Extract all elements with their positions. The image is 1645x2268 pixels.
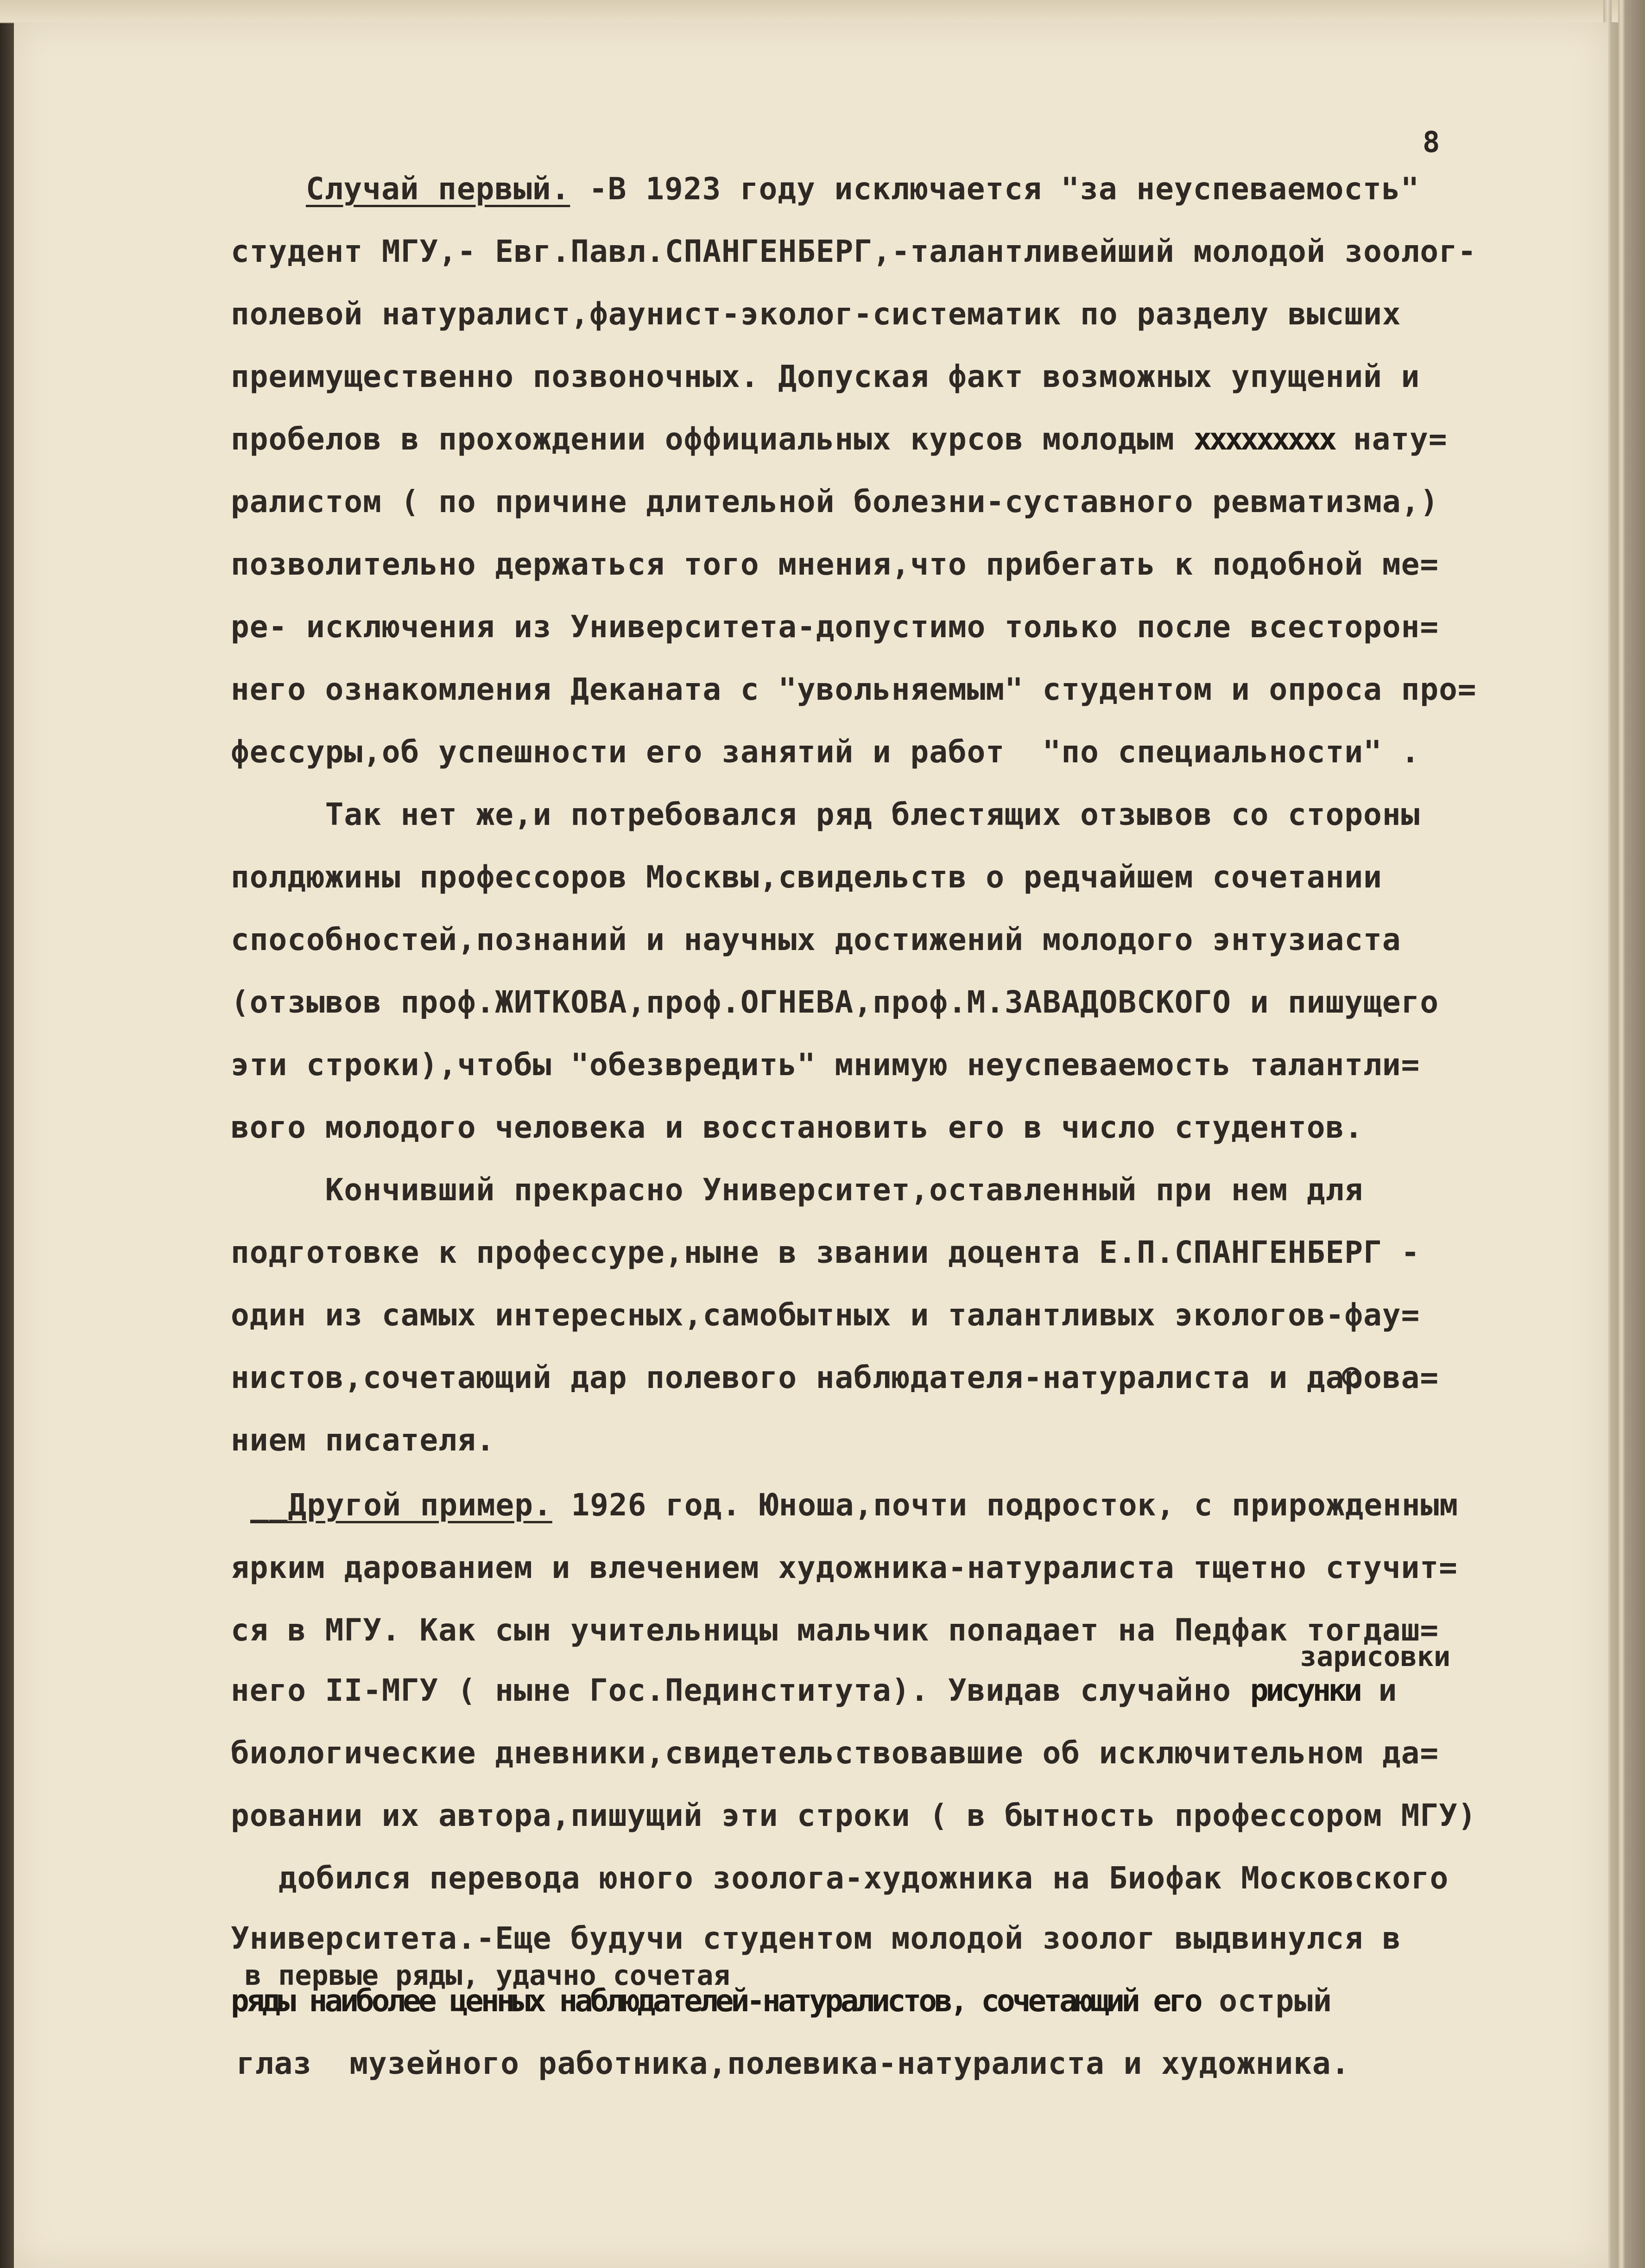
line-text: эти строки),чтобы "обезвредить" мнимую неуспеваемость талантли= (231, 1047, 1420, 1083)
typed-line (231, 236, 1477, 267)
typed-line (231, 484, 1439, 519)
typed-line (231, 859, 1382, 895)
line-text: него II-МГУ ( ныне Гос.Пединститута). Увидав случайно (231, 1672, 1250, 1708)
line-text: нием писателя. (231, 1422, 495, 1458)
typed-line (231, 1047, 1420, 1083)
line-text: него ознакомления Деканата с "увольняемым" студентом и опроса про= (231, 672, 1477, 707)
line-text: полдюжины профессоров Москвы,свидельств о редчайшем сочетании (231, 859, 1382, 895)
line-text: фессуры,об успешности его занятий и работ "по специальности" . (231, 734, 1420, 770)
typed-line (231, 1552, 1458, 1583)
typed-line (231, 1422, 495, 1458)
line-text: пробелов в прохождении оффициальных курсов молодым (231, 421, 1194, 457)
typed-line (231, 1735, 1439, 1771)
typed-line (231, 922, 1401, 957)
typed-line (231, 799, 1420, 830)
line-text: 1926 год. Юноша,почти подросток, с прирожденным (552, 1487, 1459, 1523)
line-text: полевой натуралист,фаунист-эколог-систематик по разделу высших (231, 296, 1401, 332)
struck-out-text: рисунки (1250, 1672, 1360, 1708)
typed-line (231, 674, 1477, 705)
typed-line (231, 1237, 1420, 1268)
line-text: подготовке к профессуре,ныне в звании доцента Е.П.СПАНГЕНБЕРГ - (231, 1235, 1420, 1270)
line-text: ся в МГУ. Как сын учительницы мальчик попадает на Педфак тогдаш= (231, 1612, 1439, 1648)
line-text: преимущественно позвоночных. Допуская факт возможных упущений и (231, 359, 1420, 394)
line-text: глаз музейного работника,полевика-натуралиста и художника. (236, 2046, 1350, 2081)
line-text: ровании их автора,пишущий эти строки ( в бытность профессором МГУ) (231, 1798, 1477, 1833)
typed-line (231, 1920, 1401, 1956)
line-text: Университета.-Еще будучи студентом молодой зоолог выдвинулся в (231, 1920, 1401, 1956)
typed-line (231, 1612, 1439, 1648)
line-text: Так нет же,и потребовался ряд блестящих отзывов со стороны (231, 797, 1420, 832)
page-number: 8 (1423, 125, 1440, 159)
line-text: добился перевода юного зоолога-художника на Биофак Московского (259, 1860, 1449, 1896)
line-text: Кончивший прекрасно Университет,оставленный при нем для (231, 1172, 1364, 1208)
typed-line (231, 1800, 1477, 1831)
line-text: один из самых интересных,самобытных и талантливых экологов-фау= (231, 1297, 1420, 1333)
underlined-heading: Случай первый. (306, 171, 570, 207)
inserted-word-zarisovki: зарисовки (1300, 1641, 1451, 1673)
line-text: -В 1923 году исключается "за неуспеваемость" (570, 171, 1420, 207)
line-text: студент МГУ,- Евг.Павл.СПАНГЕНБЕРГ,-талантливейший молодой зоолог- (231, 234, 1477, 269)
page-stack-edge (1618, 0, 1625, 2268)
typed-line (250, 1487, 1459, 1523)
line-text: способностей,познаний и научных достижений молодого энтузиаста (231, 922, 1401, 957)
typed-line (231, 734, 1420, 770)
struck-out-text: ряды наиболее ценных наблюдателей-натуралистов, сочетающий его (231, 1983, 1200, 2019)
line-text: ярким дарованием и влечением художника-натуралиста тщетно стучит= (231, 1550, 1458, 1585)
line-text-suffix: нату= (1334, 421, 1448, 457)
line-text: ре- исключения из Университета-допустимо только после всесторон= (231, 609, 1439, 645)
typed-line (231, 1109, 1364, 1145)
typed-line (259, 1860, 1449, 1896)
typed-line (231, 296, 1401, 332)
line-text: вого молодого человека и восстановить его в число студентов. (231, 1109, 1364, 1145)
typed-line (231, 361, 1420, 392)
line-text-suffix: и (1359, 1672, 1398, 1708)
line-text: нистов,сочетающий дар полевого наблюдателя-натуралиста и дарова= (231, 1360, 1439, 1395)
line-text: биологические дневники,свидетельствовавшие об исключительном да= (231, 1735, 1439, 1771)
line-text-suffix: острый (1200, 1983, 1332, 2019)
typed-line (306, 171, 1420, 207)
typed-line (231, 1672, 1398, 1708)
typed-line (231, 1172, 1364, 1208)
struck-out-text: xxxxxxxxx (1193, 421, 1335, 457)
underlying-sheet-edge (0, 0, 1622, 23)
typed-line (236, 2048, 1350, 2079)
line-text: позволительно держаться того мнения,что прибегать к подобной ме= (231, 546, 1439, 582)
underlined-heading: __Другой пример. (250, 1487, 552, 1523)
typed-line (231, 1362, 1439, 1393)
inserted-phrase: в первые ряды, удачно сочетая (245, 1959, 730, 1992)
line-text: (отзывов проф.ЖИТКОВА,проф.ОГНЕВА,проф.М.ЗАВАДОВСКОГО и пишущего (231, 984, 1439, 1020)
typed-line (231, 609, 1439, 645)
typed-line (231, 546, 1439, 582)
typed-line (231, 1297, 1420, 1333)
line-text: ралистом ( по причине длительной болезни-суставного ревматизма,) (231, 484, 1439, 519)
ink-correction-mark (1342, 1367, 1361, 1387)
typed-line (231, 421, 1448, 457)
typed-line (231, 984, 1439, 1020)
